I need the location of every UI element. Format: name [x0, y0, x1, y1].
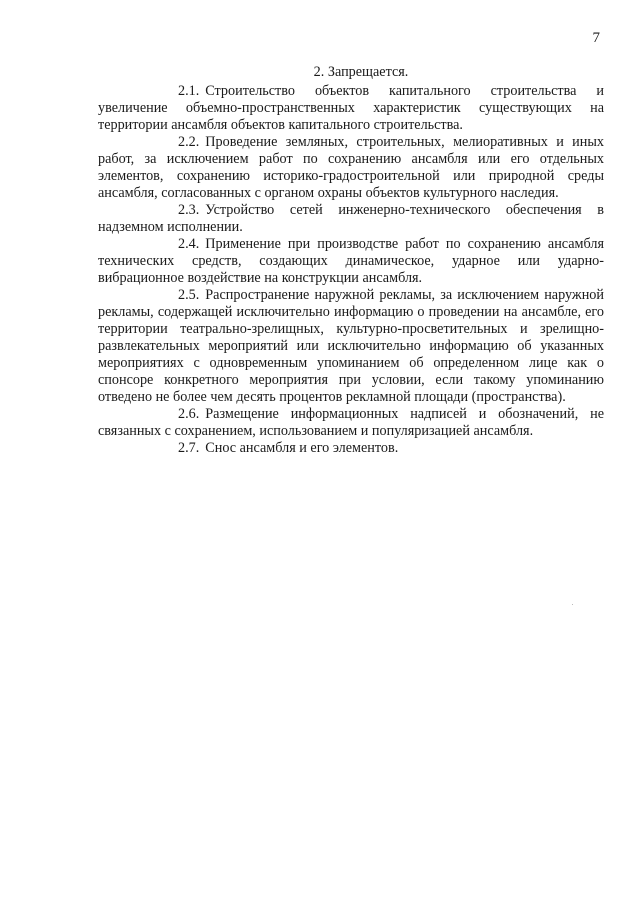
item-2-5	[98, 287, 604, 406]
item-text: Проведение земляных, строительных, мелиоративных и иных работ, за исключением работ по сохранению ансамбля или его отдельных элементов, сохранению историко-градостроительной или природной среды ансамбля, согласованных с органом охраны объектов культурного наследия.	[98, 134, 604, 201]
item-number: 2.6.	[178, 406, 200, 422]
item-number: 2.2.	[178, 134, 200, 150]
item-2-3	[98, 202, 604, 236]
item-number: 2.1.	[178, 83, 200, 99]
item-2-7	[98, 440, 604, 457]
item-2-1	[98, 83, 604, 134]
item-number: 2.3.	[178, 202, 200, 218]
item-text: Снос ансамбля и его элементов.	[205, 440, 399, 456]
page-number: 7	[592, 30, 600, 46]
item-2-6	[98, 406, 604, 440]
item-text: Применение при производстве работ по сохранению ансамбля технических средств, создающих динамическое, ударное или ударно-вибрационное воздействие на конструкции ансамбля.	[98, 236, 604, 286]
item-text: Распространение наружной рекламы, за исключением наружной рекламы, содержащей исключительно информацию о проведении на ансамбле, его территории театрально-зрелищных, культурно-просветительных и зрелищно-развлекательных мероприятий или исключительно информацию об указанных мероприятиях с одновременным упоминанием об определенном лице как о спонсоре конкретного мероприятия при условии, если такому упоминанию отведено не более чем десять процентов рекламной площади (пространства).	[98, 287, 604, 405]
item-text: Размещение информационных надписей и обозначений, не связанных с сохранением, использованием и популяризацией ансамбля.	[98, 406, 604, 439]
scan-speck	[572, 604, 573, 605]
item-text: Строительство объектов капитального строительства и увеличение объемно-пространственных характеристик существующих на территории ансамбля объектов капитального строительства.	[98, 83, 604, 133]
item-2-4	[98, 236, 604, 287]
item-number: 2.5.	[178, 287, 200, 303]
section-title: 2. Запрещается.	[313, 64, 409, 80]
item-text: Устройство сетей инженерно-технического обеспечения в надземном исполнении.	[98, 202, 604, 235]
document-body	[98, 64, 604, 457]
item-number: 2.4.	[178, 236, 200, 252]
item-2-2	[98, 134, 604, 202]
item-number: 2.7.	[178, 440, 200, 456]
